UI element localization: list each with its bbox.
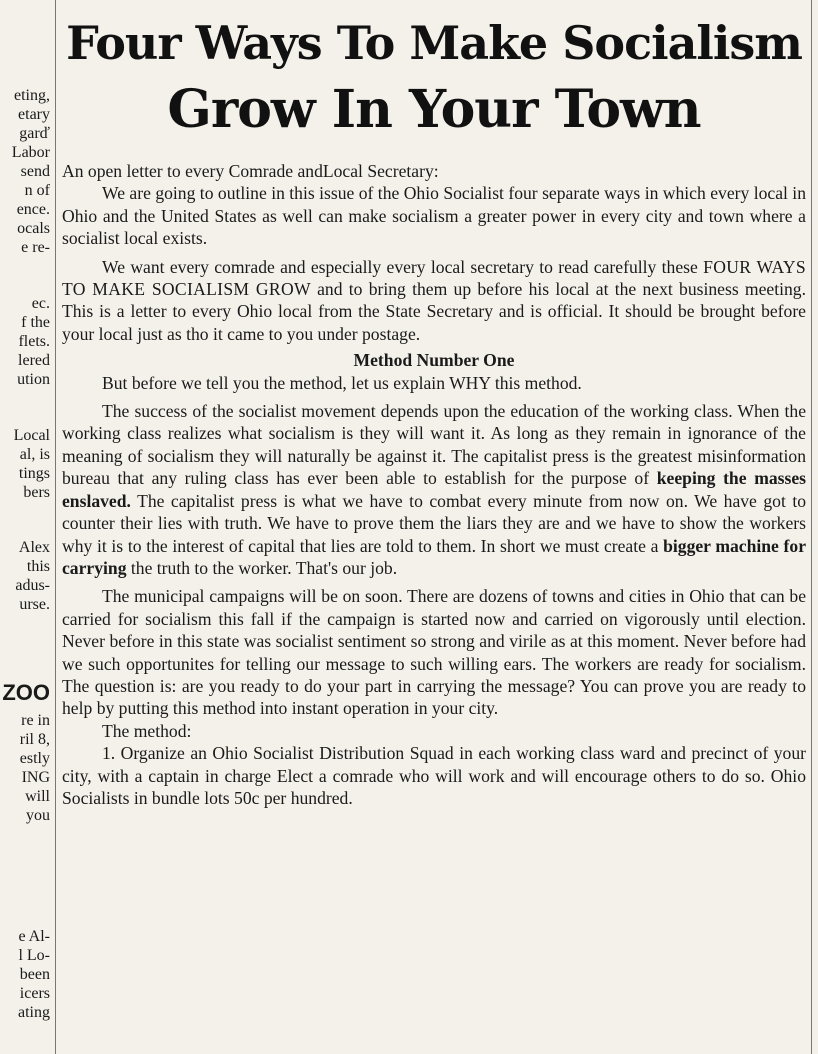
paragraph-intro: We are going to outline in this issue of the Ohio Socialist four separate ways in which every local in Ohio and the United States as well can make socialism a greater power in every city and town where a socialist local exists. (62, 183, 806, 249)
fragment-line: n of (24, 182, 50, 199)
four-ways-caps: FOUR WAYS TO MAKE SOCIALISM GROW (62, 256, 806, 300)
fragment-line: this (26, 558, 50, 575)
fragment-line: ocals (17, 220, 50, 237)
fragment-line: adus- (15, 577, 50, 594)
fragment-heading: ZOO (2, 680, 50, 705)
article-headline (62, 0, 806, 142)
paragraph-campaigns: The municipal campaigns will be on soon. There are dozens of towns and cities in Ohio that can be carried for socialism this fall if the campaign is started now and carried on vigorously until election. Never before in this state was socialist sentiment so strong and virile as at this moment. Never before had we such opportunites for telling our message to such willing ears. The workers are ready for socialism. The question is: are you ready to do your part in carrying the message? You can prove you are ready to help by putting this method into instant operation in your city. (62, 586, 806, 719)
fragment-line: ING (21, 769, 50, 786)
fragment-line: e re- (21, 239, 50, 256)
paragraph-success (62, 400, 806, 579)
paragraph-request-part-b: and to bring them up before his local at the next business meeting. This is a letter to every Ohio local from the State Secretary and is official. It should be brought before your local just as tho it came to you under postage. (62, 279, 806, 344)
fragment-line: estly (19, 750, 50, 767)
fragment-line: f the (21, 314, 50, 331)
paragraph-success-part-c: the truth to the worker. That's our job. (126, 557, 398, 578)
adjacent-column-fragments (0, 0, 50, 1054)
fragment-line: Labor (11, 144, 50, 161)
fragment-line: ating (18, 1004, 50, 1021)
emphasis-enslaved: keeping the masses enslaved. (62, 468, 806, 511)
fragment-line: been (19, 966, 50, 983)
fragment-line: e Al- (18, 928, 50, 945)
headline-line-2: Grow In Your Town (167, 79, 701, 140)
article-body (62, 160, 806, 809)
fragment-line: urse. (19, 596, 50, 613)
fragment-line: ution (17, 371, 50, 388)
fragment-line: tings (18, 465, 50, 482)
fragment-line: Alex (18, 539, 50, 556)
paragraph-request (62, 256, 806, 346)
fragment-line: al, is (19, 446, 50, 463)
fragment-line: eting, (14, 87, 50, 104)
paragraph-method-1: 1. Organize an Ohio Socialist Distribution Squad in each working class ward and precinct of your city, with a captain in charge Elect a comrade who will work and will encourage others to do so. Ohio Socialists in bundle lots 50c per hundred. (62, 743, 806, 808)
article-column (62, 0, 806, 1054)
fragment-line: re in (21, 712, 50, 729)
paragraph-why: But before we tell you the method, let us explain WHY this method. (102, 372, 582, 393)
fragment-line: lered (18, 352, 50, 369)
fragment-line: etary (18, 106, 50, 123)
fragment-line: will (25, 788, 50, 805)
paragraph-method-label: The method: (102, 720, 192, 741)
fragment-line: you (26, 807, 50, 824)
salutation: An open letter to every Comrade andLocal Secretary: (62, 161, 439, 181)
paragraph-request-part-a: We want every comrade and especially every local secretary to read carefully these (102, 256, 704, 277)
paragraph-success-part-a: The success of the socialist movement depends upon the education of the working class. When the working class realizes what socialism is they will want it. As long as they remain in ignorance of the meaning of socialism they will naturally be against it. The capitalist press is the greatest misinformation bureau that any ruling class has ever been able to establish for the purpose of (62, 401, 806, 489)
fragment-line: icers (19, 985, 50, 1002)
fragment-line: flets. (18, 333, 50, 350)
emphasis-bigger-machine: bigger machine for carrying (62, 535, 806, 578)
fragment-line: Local (13, 427, 50, 444)
fragment-line: ence. (16, 201, 50, 218)
column-rule-right (811, 0, 812, 1054)
paragraph-success-part-b: The capitalist press is what we have to combat every minute from now on. We have got to counter their lies with truth. We have to prove them the liars they are and we have to show the workers why it is to the interest of capital that lies are told to them. In short we must create a (62, 490, 806, 556)
fragment-line: ec. (31, 295, 50, 312)
column-rule-left (55, 0, 56, 1054)
fragment-line: ril 8, (19, 731, 50, 748)
headline-line-1: Four Ways To Make Socialism (66, 16, 802, 70)
method-heading: Method Number One (353, 350, 515, 371)
fragment-line: l Lo- (18, 947, 50, 964)
fragment-line: send (20, 163, 50, 180)
fragment-line: garď (19, 125, 50, 142)
fragment-line: bers (23, 484, 50, 501)
